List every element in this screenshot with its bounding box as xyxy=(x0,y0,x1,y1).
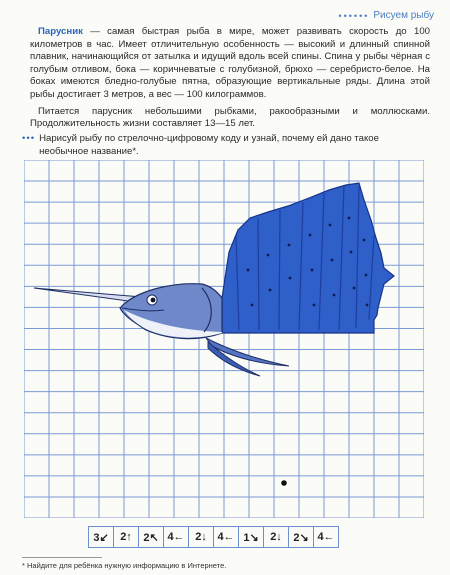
code-cell: 2↓ xyxy=(189,527,214,547)
drawing-grid xyxy=(24,160,424,518)
task-text: Нарисуй рыбу по стрелочно-цифровому коду и узнай, почему ей дано такое необычное название*. xyxy=(39,133,379,157)
code-cell: 2↑ xyxy=(114,527,139,547)
code-cell: 2↓ xyxy=(264,527,289,547)
code-cell: 3↙ xyxy=(89,527,114,547)
code-cell: 2↖ xyxy=(139,527,164,547)
task-instruction xyxy=(22,133,428,158)
code-cell: 4← xyxy=(317,531,335,543)
paragraph-1 xyxy=(30,26,430,102)
grid-svg xyxy=(24,160,424,518)
start-dot xyxy=(281,480,287,486)
sail-fin xyxy=(222,183,394,333)
header-dots: •••••• xyxy=(338,10,370,21)
code-cell: 1↘ xyxy=(239,527,264,547)
article-text xyxy=(30,26,430,135)
task-dots: ••• xyxy=(22,133,36,144)
paragraph-1-rest: — самая быстрая рыба в мире, может развивать скорость до 100 километров в час. Имеет отличительную особенность — высокий и длинный спинной плавник, начинающийся от затылка и идущий вдоль всей спины. Спина у рыбы чёрная с голубым отливом, бока — коричневатые с голубизной, брюхо — серебристо-белое. На боках имеются бледно-голубые пятна, образующие вертикальные ряды. Длина этой рыбы достигает 3 метров, а вес — 100 килограммов. xyxy=(30,26,430,100)
header-title: Рисуем рыбу xyxy=(373,10,434,21)
bill xyxy=(34,288,142,303)
footnote: * Найдите для ребёнка нужную информацию в Интернете. xyxy=(22,561,227,570)
code-cell: 2↘ xyxy=(289,527,314,547)
lead-word: Парусник xyxy=(38,26,83,37)
footnote-divider xyxy=(22,557,102,558)
code-cell: 4← xyxy=(214,527,239,547)
page-header xyxy=(338,10,434,21)
paragraph-2: Питается парусник небольшими рыбками, ракообразными и моллюсками. Продолжительность жизни составляет 13—15 лет. xyxy=(30,105,430,130)
fish-pupil xyxy=(151,298,156,303)
arrow-code-strip xyxy=(88,526,339,548)
code-cell: 4← xyxy=(164,527,189,547)
